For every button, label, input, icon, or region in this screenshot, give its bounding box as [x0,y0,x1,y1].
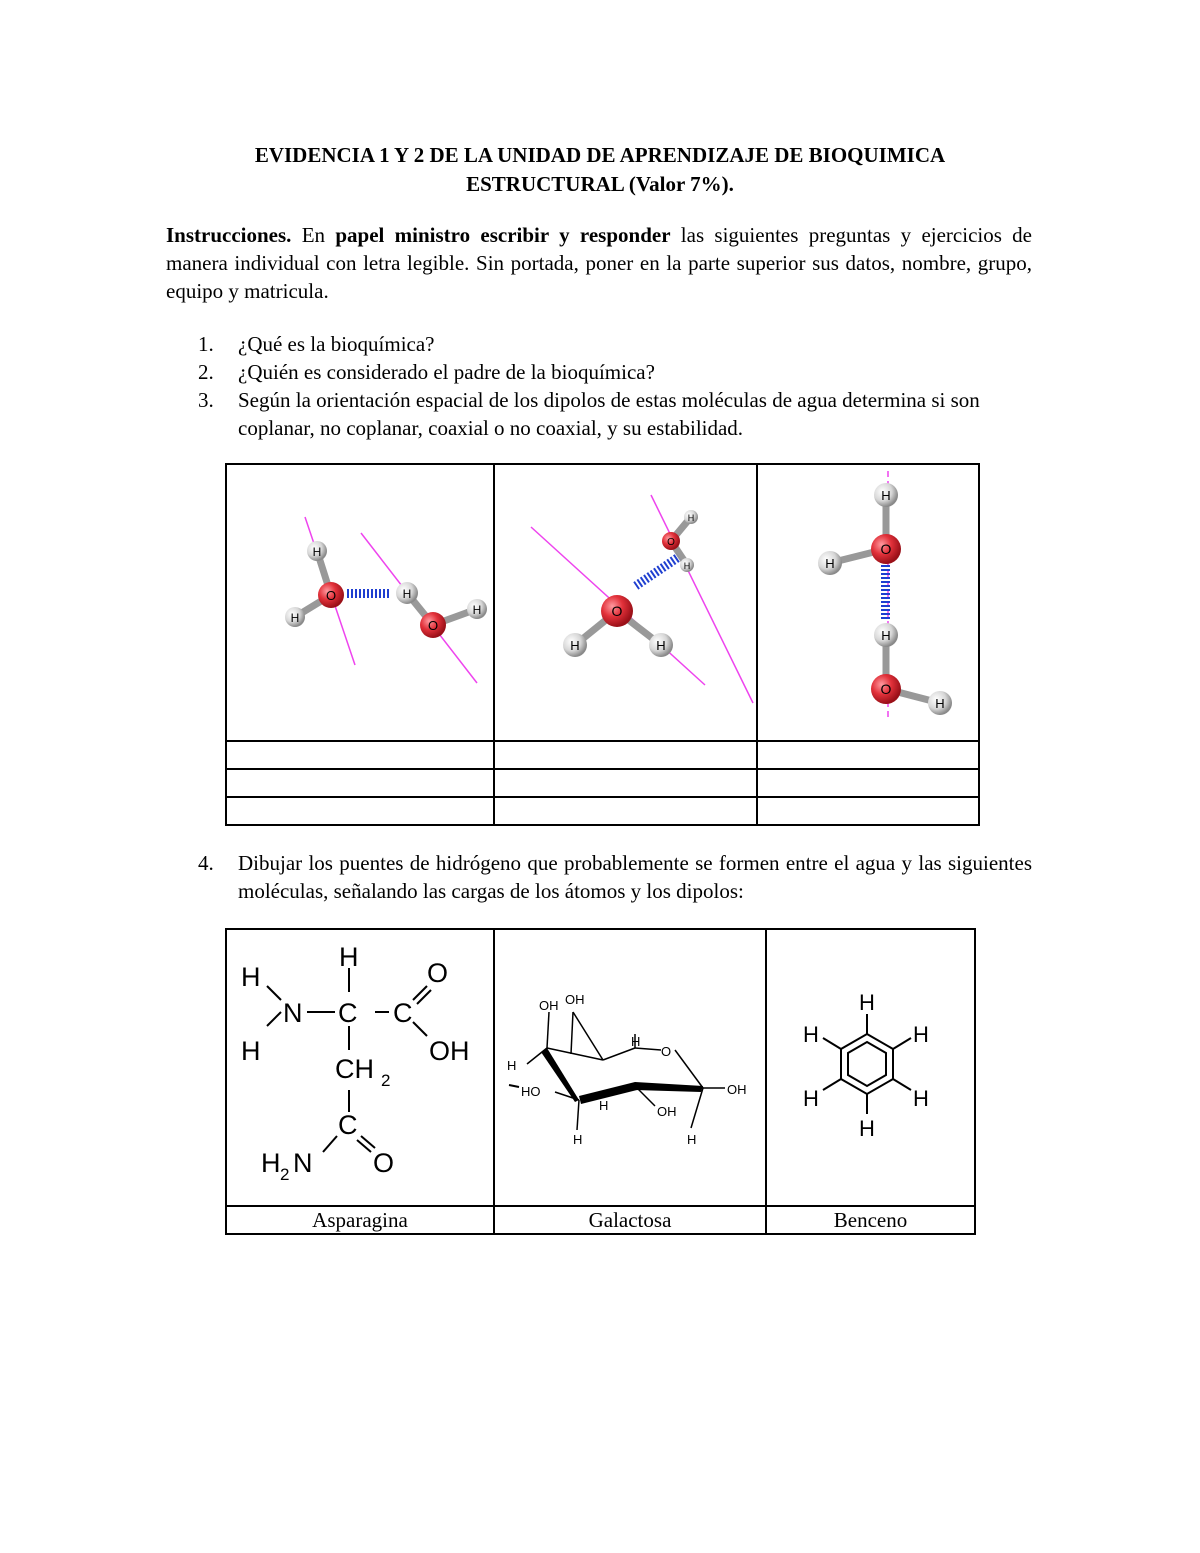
atom-label: H [881,488,891,503]
atom-label: H [913,1086,929,1111]
caption-row [226,1206,975,1234]
atom-label: H [656,638,666,653]
answer-cell[interactable] [226,797,494,825]
atom-label: C [338,1110,358,1140]
question-number: 1. [198,332,214,356]
answer-cell[interactable] [494,769,757,797]
title-line-1: EVIDENCIA 1 Y 2 DE LA UNIDAD DE APRENDIZAJE DE BIOQUIMICA [254,143,946,167]
water-dimer-1-illustration [227,465,493,735]
atom-label: O [373,1148,395,1178]
atom-label: O [661,1044,672,1059]
instructions-text-c: las siguientes preguntas y ejercicios de manera individual con letra legible. Sin portada, poner en la parte superior sus datos, nombre, grupo, equipo y matricula. [166,223,1033,303]
atom-label: O [667,537,675,548]
atom-label: H [312,545,322,559]
hydrogen-bond [881,565,890,621]
question-2 [166,358,1032,386]
atom-label: H [687,513,695,523]
atom-label: H [687,1132,697,1147]
molecules-table [225,928,976,1235]
question-number: 2. [198,360,214,384]
asparagine-structure [227,930,493,1200]
galactose-structure [495,930,765,1200]
caption-asparagine: Asparagina [226,1206,494,1234]
water-dimer-cell-1 [226,464,494,741]
atom-label: H [683,561,691,571]
atom-label: H [472,603,482,617]
atom-label: H [935,696,945,711]
atom-label: OH [429,1036,470,1066]
benzene-cell [766,929,975,1206]
answer-row-1 [226,741,979,769]
answer-cell[interactable] [226,741,494,769]
atom-label: OH [539,998,559,1013]
question-text: ¿Quién es considerado el padre de la bioquímica? [238,360,655,384]
atom-label: H [803,1022,819,1047]
instructions-paragraph [166,221,1032,305]
answer-row-3 [226,797,979,825]
caption-galactose: Galactosa [494,1206,766,1234]
atom-label: H [881,628,891,643]
question-number: 4. [198,851,214,875]
water-molecule-b [396,582,487,638]
atom-label: H [859,1116,875,1141]
document-title [170,141,1030,199]
question-text: Dibujar los puentes de hidrógeno que probablemente se formen entre el agua y las siguientes moléculas, señalando las cargas de los átomos y los dipolos: [238,851,1032,903]
atom-label: O [880,541,892,557]
answer-cell[interactable] [757,797,979,825]
atom-label: H [913,1022,929,1047]
atom-label: H [825,556,835,571]
bonds [823,1014,911,1114]
atom-label: H [573,1132,583,1147]
atom-label: H [241,1036,261,1066]
atom-label: H [290,611,300,625]
atom-label: H [859,990,875,1015]
water-dimer-cell-3 [757,464,979,741]
atom-label: H [631,1034,641,1049]
question-text: ¿Qué es la bioquímica? [238,332,435,356]
hydrogen-bond [633,553,681,590]
dipole-line [651,495,753,703]
atom-label: H [570,638,580,653]
atom-label: H [241,962,261,992]
atom-label: HO [521,1084,541,1099]
answer-row-2 [226,769,979,797]
atom-label: OH [727,1082,747,1097]
water-molecule-a [285,541,344,627]
answer-cell[interactable] [757,769,979,797]
caption-benzene: Benceno [766,1206,975,1234]
atom-subscript: 2 [381,1071,391,1090]
atom-label: H [803,1086,819,1111]
atom-label: C [338,998,358,1028]
wedge-bond [635,1082,703,1092]
water-dimer-3-illustration [758,465,978,735]
atom-label: OH [657,1104,677,1119]
question-number: 3. [198,388,214,412]
water-dimer-cell-2 [494,464,757,741]
atom-label: O [427,618,439,633]
answer-cell[interactable] [757,741,979,769]
question-4 [166,849,1032,905]
question-text: Según la orientación espacial de los dipolos de estas moléculas de agua determina si son coplanar, no coplanar, coaxial o no coaxial, y su estabilidad. [238,388,980,440]
atom-label: N [293,1148,313,1178]
instructions-bold: papel ministro escribir y responder [335,223,671,247]
atom-label: O [611,603,623,619]
atom-subscript: 2 [280,1165,290,1184]
atom-label: C [393,998,413,1028]
question-1 [166,330,1032,358]
water-molecule-a [563,595,673,657]
question-3 [166,386,1032,442]
atom-label: H [507,1058,517,1073]
atom-label: O [427,958,449,988]
question-list [166,330,1032,442]
title-line-2: ESTRUCTURAL (Valor 7%). [466,172,734,196]
atom-label: O [325,588,337,603]
atom-label: CH [335,1054,374,1084]
answer-cell[interactable] [494,741,757,769]
atom-label: N [283,998,303,1028]
hydrogen-bond [345,589,391,598]
mark [509,1085,519,1087]
atom-label: OH [565,992,585,1007]
atom-label: O [880,681,892,697]
answer-cell[interactable] [494,797,757,825]
atom-label: H [402,587,412,601]
water-dimer-2-illustration [495,465,756,735]
answer-cell[interactable] [226,769,494,797]
asparagine-cell [226,929,494,1206]
water-dipole-table [225,463,980,826]
atom-label: H [599,1098,609,1113]
galactose-cell [494,929,766,1206]
atom-label: H [261,1148,281,1178]
instructions-label: Instrucciones. [166,223,292,247]
benzene-structure [767,930,974,1200]
atom-label: H [339,942,359,972]
instructions-text-a: En [291,223,336,247]
